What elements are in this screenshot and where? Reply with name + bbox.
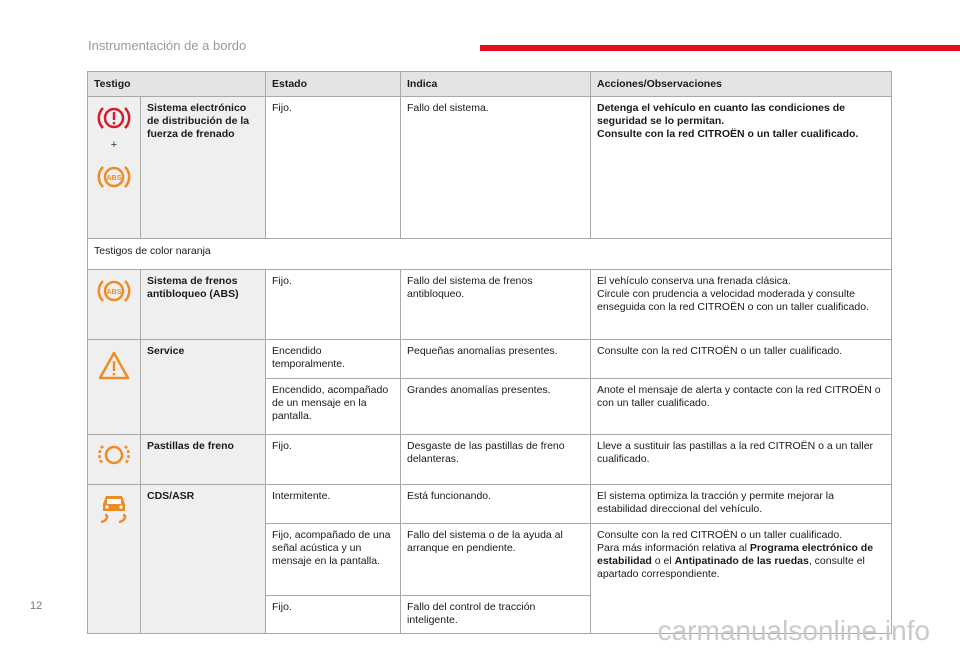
indica-cell: Fallo del sistema o de la ayuda al arranque en pendiente. [401,524,591,596]
acciones-text: Para más información relativa al [597,542,750,554]
brake-warning-icon [90,103,138,133]
table-row [88,435,892,485]
indica-cell: Fallo del sistema de frenos antibloqueo. [401,270,591,340]
col-header-indica: Indica [401,72,591,97]
acciones-text: Consulte con la red CITROËN o un taller cualificado. [597,529,843,541]
table-row [88,340,892,379]
estado-cell: Fijo. [266,435,401,485]
stability-program-text: Programa electrónico de estabilidad [597,542,874,567]
svg-text:ABS: ABS [106,289,122,296]
table-row [88,485,892,524]
skidding-car-icon [90,491,138,525]
section-row [88,239,892,270]
acciones-cell [591,270,892,340]
light-name: Sistema de frenos antibloqueo (ABS) [141,270,266,340]
col-header-testigo: Testigo [88,72,266,97]
icon-cell [88,97,141,239]
estado-cell: Fijo. [266,97,401,239]
light-name: Service [141,340,266,435]
acciones-text: , consulte el apartado correspondiente. [597,555,865,580]
watermark: carmanualsonline.info [657,615,930,646]
estado-cell: Fijo. [266,270,401,340]
anti-slip-text: Antipatinado de las ruedas [674,555,809,567]
page-number: 12 [30,600,43,612]
icon-cell [88,485,141,634]
acciones-cell: El sistema optimiza la tracción y permite mejorar la estabilidad direccional del vehículo. [591,485,892,524]
table-row [88,270,892,340]
indica-cell: Pequeñas anomalías presentes. [401,340,591,379]
section-label: Testigos de color naranja [88,239,892,270]
estado-cell: Fijo, acompañado de una señal acústica y un mensaje en la pantalla. [266,524,401,596]
acciones-text-bold: Consulte con la red CITROËN o un taller cualificado. [597,128,859,140]
indica-cell: Fallo del sistema. [401,97,591,239]
acciones-text: o el [651,555,675,567]
light-name: Pastillas de freno [141,435,266,485]
light-name: CDS/ASR [141,485,266,634]
acciones-cell: Anote el mensaje de alerta y contacte con la red CITROËN o con un taller cualificado. [591,379,892,435]
icon-cell [88,270,141,340]
acciones-text: El vehículo conserva una frenada clásica. [597,275,791,287]
icon-cell [88,340,141,435]
warning-lights-table [87,71,892,634]
svg-text:ABS: ABS [106,175,122,182]
indica-cell: Está funcionando. [401,485,591,524]
indica-cell: Grandes anomalías presentes. [401,379,591,435]
acciones-text: Circule con prudencia a velocidad moderada y consulte enseguida con la red CITROËN o con un taller cualificado. [597,288,869,313]
light-name: Sistema electrónico de distribución de la fuerza de frenado [141,97,266,239]
acciones-cell [591,97,892,239]
header-accent-bar [480,45,960,51]
plus-sign: + [110,139,118,151]
abs-icon [90,276,138,306]
icon-cell [88,435,141,485]
estado-cell: Fijo. [266,596,401,634]
estado-cell: Encendido temporalmente. [266,340,401,379]
indica-cell: Fallo del control de tracción inteligente. [401,596,591,634]
col-header-estado: Estado [266,72,401,97]
table-header-row [88,72,892,97]
service-triangle-icon [90,350,138,382]
table-row [88,97,892,239]
col-header-acciones: Acciones/Observaciones [591,72,892,97]
indica-cell: Desgaste de las pastillas de freno delanteras. [401,435,591,485]
estado-cell: Intermitente. [266,485,401,524]
abs-icon [90,162,138,192]
brake-pads-icon [90,441,138,469]
acciones-text-bold: Detenga el vehículo en cuanto las condiciones de seguridad se lo permitan. [597,102,845,127]
estado-cell: Encendido, acompañado de un mensaje en la pantalla. [266,379,401,435]
acciones-cell: Consulte con la red CITROËN o un taller cualificado. [591,340,892,379]
section-title: Instrumentación de a bordo [88,38,247,53]
acciones-cell: Lleve a sustituir las pastillas a la red CITROËN o a un taller cualificado. [591,435,892,485]
